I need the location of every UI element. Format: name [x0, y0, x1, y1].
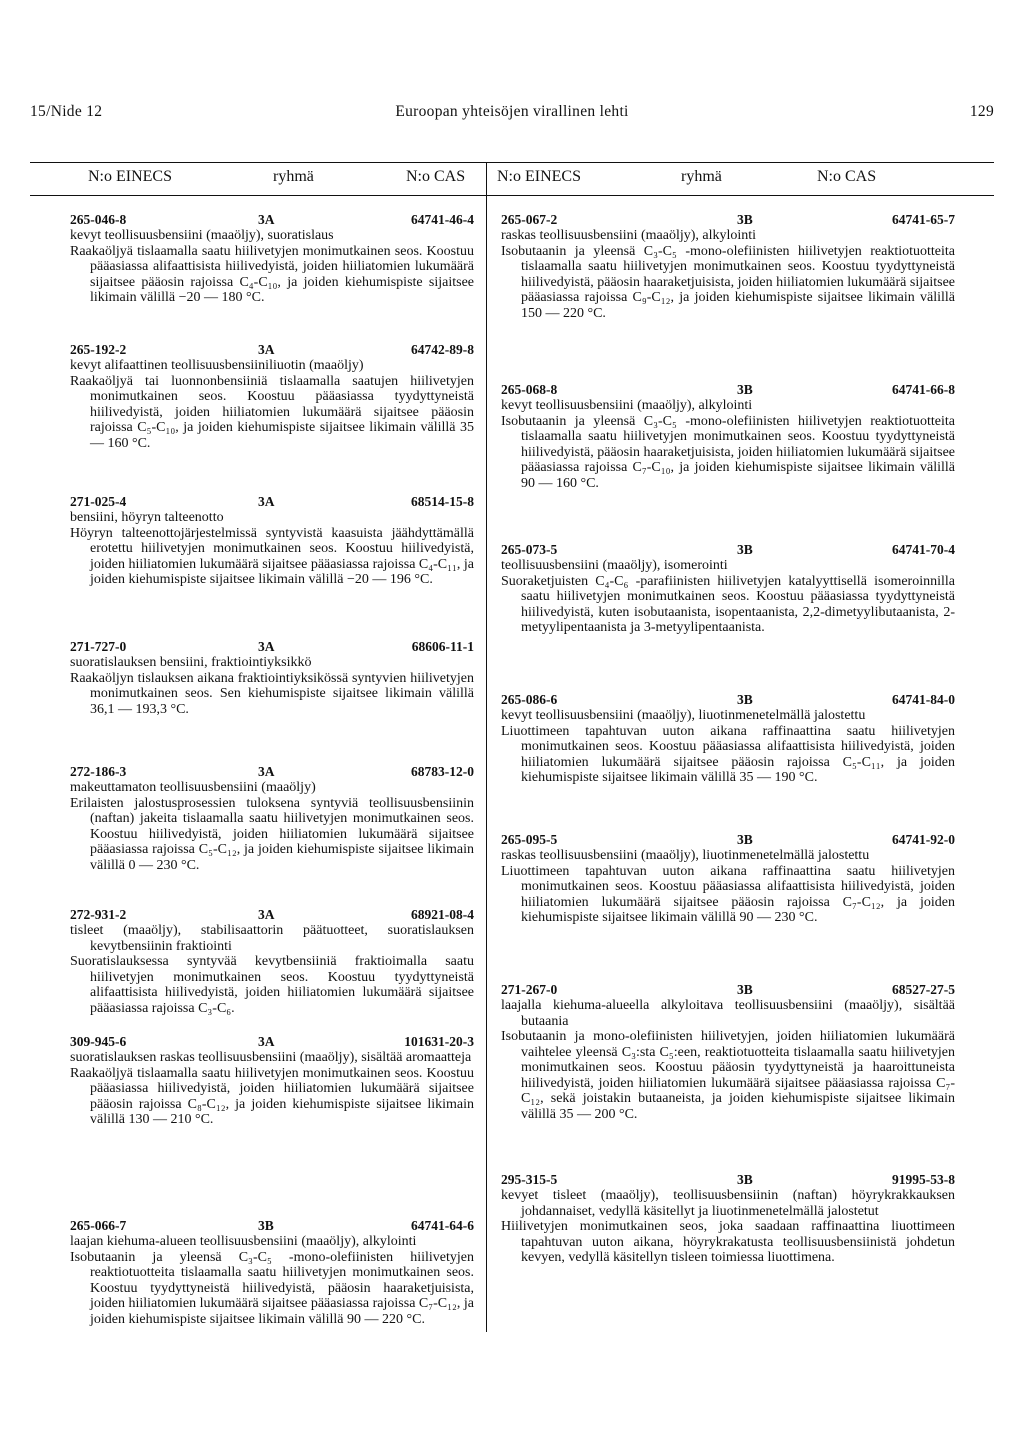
substance-entry	[70, 764, 474, 873]
substance-description: Isobutaanin ja mono-olefiinisten hiilivetyjen, joiden hiiliatomien lukumäärä vaihtelee yleensä C₃:sta C₅:een, reaktiotuotteita tislaamalla saatu hiilivetyjen monimutkainen seos. Koostuu pääosin tyydyttyneistä ja haaroittuneista hiilivedyistä, joiden hiiliatomien lukumäärä sijaitsee pääasiassa rajoissa C₇-C₁₂, sekä joistakin butaaneista, ja joiden kiehumispiste sijaitsee likimain välillä 35 — 200 °C.	[501, 1029, 955, 1122]
group-code: 3B	[737, 542, 753, 557]
table-header-rule	[30, 195, 994, 196]
cas-number: 68783-12-0	[411, 764, 474, 779]
cas-number: 64741-46-4	[411, 212, 474, 227]
substance-description: Höyryn talteenottojärjestelmissä syntyvistä kaasuista jäähdyttämällä erotettu hiilivetyjen monimutkainen seos. Koostuu hiilivedyistä, joiden hiiliatomien lukumäärä sijaitsee pääasiassa rajoissa C₄-C₁₁, ja joiden kiehumispiste sijaitsee likimain välillä −20 — 196 °C.	[70, 525, 474, 587]
entry-header	[501, 982, 955, 998]
substance-entry	[501, 542, 955, 636]
einecs-number: 271-267-0	[501, 982, 558, 997]
page-number: 129	[969, 103, 994, 120]
substance-entry	[70, 342, 474, 451]
substance-name: makeuttamaton teollisuusbensiini (maaöljy)	[70, 780, 316, 795]
substance-entry	[501, 832, 955, 926]
cas-number: 68606-11-1	[411, 639, 474, 654]
substance-description: Liuottimeen tapahtuvan uuton aikana raffinaattina saatu hiilivetyjen monimutkainen seos. Koostuu pääasiassa alifaattisista hiilivedyistä, joiden hiiliatomien lukumäärä sijaitsee pääosin rajoissa C₅-C₁₁, ja joiden kiehumispiste sijaitsee likimain välillä 35 — 190 °C.	[501, 723, 955, 785]
cas-number: 64741-66-8	[892, 382, 955, 397]
cas-number: 91995-53-8	[892, 1172, 955, 1187]
group-code: 3A	[258, 639, 275, 654]
right-column-header	[487, 168, 994, 190]
substance-name: raskas teollisuusbensiini (maaöljy), alkylointi	[501, 228, 757, 243]
substance-name: suoratislauksen raskas teollisuusbensiini (maaöljy), sisältää aromaatteja	[70, 1050, 472, 1065]
group-code: 3A	[258, 212, 275, 227]
cas-number: 68527-27-5	[892, 982, 955, 997]
substance-description: Raakaöljyn tislauksen aikana fraktiointiyksikössä syntyvien hiilivetyjen monimutkainen seos. Sen kiehumispiste sijaitsee likimain välillä 36,1 — 193,3 °C.	[70, 670, 474, 717]
cas-heading: N:o CAS	[817, 168, 877, 185]
substance-description: Raakaöljyä tislaamalla saatu hiilivetyjen monimutkainen seos. Koostuu pääasiassa alifaattisista hiilivedyistä, joiden hiiliatomien lukumäärä sijaitsee pääosin rajoissa C₄-C₁₀, ja joiden kiehumispiste sijaitsee likimain välillä −20 — 180 °C.	[70, 243, 474, 305]
substance-entry	[70, 494, 474, 588]
entry-header	[70, 494, 474, 510]
substance-name: kevyt teollisuusbensiini (maaöljy), liuotinmenetelmällä jalostettu	[501, 708, 866, 723]
substance-entry	[70, 1034, 474, 1128]
substance-name: kevyt teollisuusbensiini (maaöljy), suoratislaus	[70, 228, 334, 243]
substance-description: Suoraketjuisten C₄-C₆ -parafiinisten hiilivetyjen katalyyttisellä isomeroinnilla saatu hiilivetyjen monimutkainen seos. Koostuu pääasiassa tyydyttyneistä hiilivedyistä, kuten isobutaanista, isopentaanista, 2,2-dimetyylibutaanista, 2-metyylipentaanista ja 3-metyylipentaanista.	[501, 573, 955, 635]
journal-title: Euroopan yhteisöjen virallinen lehti	[395, 103, 629, 120]
group-code: 3B	[737, 692, 753, 707]
einecs-heading: N:o EINECS	[497, 168, 581, 185]
entry-header	[70, 212, 474, 228]
group-code: 3B	[737, 382, 753, 397]
entry-header	[501, 212, 955, 228]
einecs-number: 265-066-7	[70, 1218, 127, 1233]
substance-description: Liuottimeen tapahtuvan uuton aikana raffinaattina saatu hiilivetyjen monimutkainen seos. Koostuu pääasiassa alifaattisista hiilivedyistä, joiden hiiliatomien lukumäärä sijaitsee pääosin rajoissa C₇-C₁₂, ja joiden kiehumispiste sijaitsee likimain välillä 90 — 230 °C.	[501, 863, 955, 925]
substance-entry	[70, 212, 474, 306]
substance-name: suoratislauksen bensiini, fraktiointiyksikkö	[70, 655, 312, 670]
group-heading: ryhmä	[273, 168, 314, 185]
substance-description: Isobutaanin ja yleensä C₃-C₅ -mono-olefiinisten hiilivetyjen reaktiotuotteita tislaamalla saatu hiilivetyjen monimutkainen seos. Koostuu tyydyttyneistä hiilivedyistä, pääosin haaraketjuisista, joiden hiiliatomien lukumäärä sijaitsee pääasiassa rajoissa C₇-C₁₂, ja joiden kiehumispiste sijaitsee likimain välillä 90 — 220 °C.	[70, 1249, 474, 1327]
substance-name: kevyet tisleet (maaöljy), teollisuusbensiinin (naftan) höyrykrakkauksen johdannaiset, vedyllä käsitellyt ja liuotinmenetelmällä jalostetut	[501, 1188, 955, 1219]
einecs-heading: N:o EINECS	[88, 168, 172, 185]
running-head	[30, 103, 994, 125]
group-code: 3A	[258, 764, 275, 779]
cas-number: 64741-70-4	[892, 542, 955, 557]
substance-entry	[70, 907, 474, 1016]
einecs-number: 295-315-5	[501, 1172, 558, 1187]
substance-entry	[70, 1218, 474, 1327]
entry-header	[70, 639, 474, 655]
substance-description: Raakaöljyä tai luonnonbensiiniä tislaamalla saatujen hiilivetyjen monimutkainen seos. Koostuu pääasiassa tyydyttyneistä hiilivedyistä, joiden hiiliatomien lukumäärä sijaitsee pääosin rajoissa C₅-C₁₀, ja joiden kiehumispiste sijaitsee likimain välillä 35 — 160 °C.	[70, 373, 474, 451]
substance-name: kevyt alifaattinen teollisuusbensiiniliuotin (maaöljy)	[70, 358, 364, 373]
cas-number: 64741-64-6	[411, 1218, 474, 1233]
einecs-number: 309-945-6	[70, 1034, 127, 1049]
entry-header	[501, 1172, 955, 1188]
substance-description: Isobutaanin ja yleensä C₃-C₅ -mono-olefiinisten hiilivetyjen reaktiotuotteita tislaamalla saatu hiilivetyjen monimutkainen seos. Koostuu tyydyttyneistä hiilivedyistä, pääosin haaraketjuisista, joiden hiiliatomien lukumäärä sijaitsee pääasiassa rajoissa C₉-C₁₂, ja joiden kiehumispiste sijaitsee likimain välillä 150 — 220 °C.	[501, 243, 955, 321]
group-code: 3B	[737, 212, 753, 227]
substance-name: bensiini, höyryn talteenotto	[70, 510, 224, 525]
entry-header	[70, 342, 474, 358]
table-top-rule	[30, 162, 994, 163]
einecs-number: 265-067-2	[501, 212, 558, 227]
group-code: 3B	[737, 832, 753, 847]
substance-name: kevyt teollisuusbensiini (maaöljy), alkylointi	[501, 398, 753, 413]
entry-header	[70, 764, 474, 780]
cas-number: 64742-89-8	[411, 342, 474, 357]
column-divider	[486, 162, 487, 1332]
group-code: 3B	[258, 1218, 274, 1233]
einecs-number: 265-086-6	[501, 692, 558, 707]
substance-description: Suoratislauksessa syntyvää kevytbensiiniä fraktioimalla saatu hiilivetyjen monimutkainen seos. Koostuu tyydyttyneistä alifaattisista hiilivedyistä, joiden hiiliatomien lukumäärä sijaitsee pääasiassa rajoissa C₃-C₆.	[70, 954, 474, 1016]
entry-header	[501, 832, 955, 848]
einecs-number: 265-073-5	[501, 542, 558, 557]
cas-heading: N:o CAS	[406, 168, 466, 185]
entry-header	[501, 692, 955, 708]
einecs-number: 272-186-3	[70, 764, 127, 779]
entry-header	[501, 542, 955, 558]
substance-entry	[70, 639, 474, 717]
substance-entry	[501, 382, 955, 491]
cas-number: 64741-65-7	[892, 212, 955, 227]
substance-description: Hiilivetyjen monimutkainen seos, joka saadaan raffinaattina liuottimeen tapahtuvan uuton aikana, höyrykrakatusta teollisuusbensiinistä johdetun kevyen, vedyllä käsitellyn tisleen toimiessa liuottimena.	[501, 1219, 955, 1265]
substance-name: tisleet (maaöljy), stabilisaattorin päätuotteet, suoratislauksen kevytbensiinin fraktiointi	[70, 923, 474, 954]
entry-header	[70, 907, 474, 923]
group-code: 3A	[258, 907, 275, 922]
entry-header	[70, 1218, 474, 1234]
einecs-number: 265-095-5	[501, 832, 558, 847]
substance-description: Isobutaanin ja yleensä C₃-C₅ -mono-olefiinisten hiilivetyjen reaktiotuotteita tislaamalla saatu hiilivetyjen monimutkainen seos. Koostuu tyydyttyneistä hiilivedyistä, pääosin haaraketjuisista, joiden hiiliatomien lukumäärä sijaitsee pääasiassa rajoissa C₇-C₁₀, ja joiden kiehumispiste sijaitsee likimain välillä 90 — 160 °C.	[501, 413, 955, 491]
einecs-number: 272-931-2	[70, 907, 127, 922]
einecs-number: 265-192-2	[70, 342, 127, 357]
einecs-number: 265-068-8	[501, 382, 558, 397]
entry-header	[70, 1034, 474, 1050]
cas-number: 68921-08-4	[411, 907, 474, 922]
group-code: 3A	[258, 494, 275, 509]
substance-name: raskas teollisuusbensiini (maaöljy), liuotinmenetelmällä jalostettu	[501, 848, 870, 863]
left-column-header	[30, 168, 486, 190]
substance-entry	[501, 692, 955, 786]
group-code: 3B	[737, 1172, 753, 1187]
substance-name: teollisuusbensiini (maaöljy), isomerointi	[501, 558, 728, 573]
einecs-number: 271-727-0	[70, 639, 127, 654]
cas-number: 68514-15-8	[411, 494, 474, 509]
entry-header	[501, 382, 955, 398]
substance-name: laajan kiehuma-alueen teollisuusbensiini (maaöljy), alkylointi	[70, 1234, 417, 1249]
cas-number: 101631-20-3	[404, 1034, 474, 1049]
group-heading: ryhmä	[681, 168, 722, 185]
substance-entry	[501, 212, 955, 321]
substance-entry	[501, 1172, 955, 1266]
substance-entry	[501, 982, 955, 1122]
group-code: 3B	[737, 982, 753, 997]
cas-number: 64741-92-0	[892, 832, 955, 847]
cas-number: 64741-84-0	[892, 692, 955, 707]
einecs-number: 265-046-8	[70, 212, 127, 227]
group-code: 3A	[258, 342, 275, 357]
substance-name: laajalla kiehuma-alueella alkyloitava teollisuusbensiini (maaöljy), sisältää butaania	[501, 998, 955, 1029]
einecs-number: 271-025-4	[70, 494, 127, 509]
substance-description: Raakaöljyä tislaamalla saatu hiilivetyjen monimutkainen seos. Koostuu pääasiassa hiilivedyistä, joiden hiiliatomien lukumäärä sijaitsee pääosin rajoissa C₈-C₁₂, ja joiden kiehumispiste sijaitsee likimain välillä 130 — 210 °C.	[70, 1065, 474, 1127]
group-code: 3A	[258, 1034, 275, 1049]
substance-description: Erilaisten jalostusprosessien tuloksena syntyviä teollisuusbensiinin (naftan) jakeita tislaamalla saatu hiilivetyjen monimutkainen seos. Koostuu hiilivedyistä, joiden hiiliatomien lukumäärä sijaitsee pääasiassa rajoissa C₅-C₁₂, ja joiden kiehumispiste sijaitsee likimain välillä 0 — 230 °C.	[70, 795, 474, 873]
volume-label: 15/Nide 12	[30, 103, 103, 120]
